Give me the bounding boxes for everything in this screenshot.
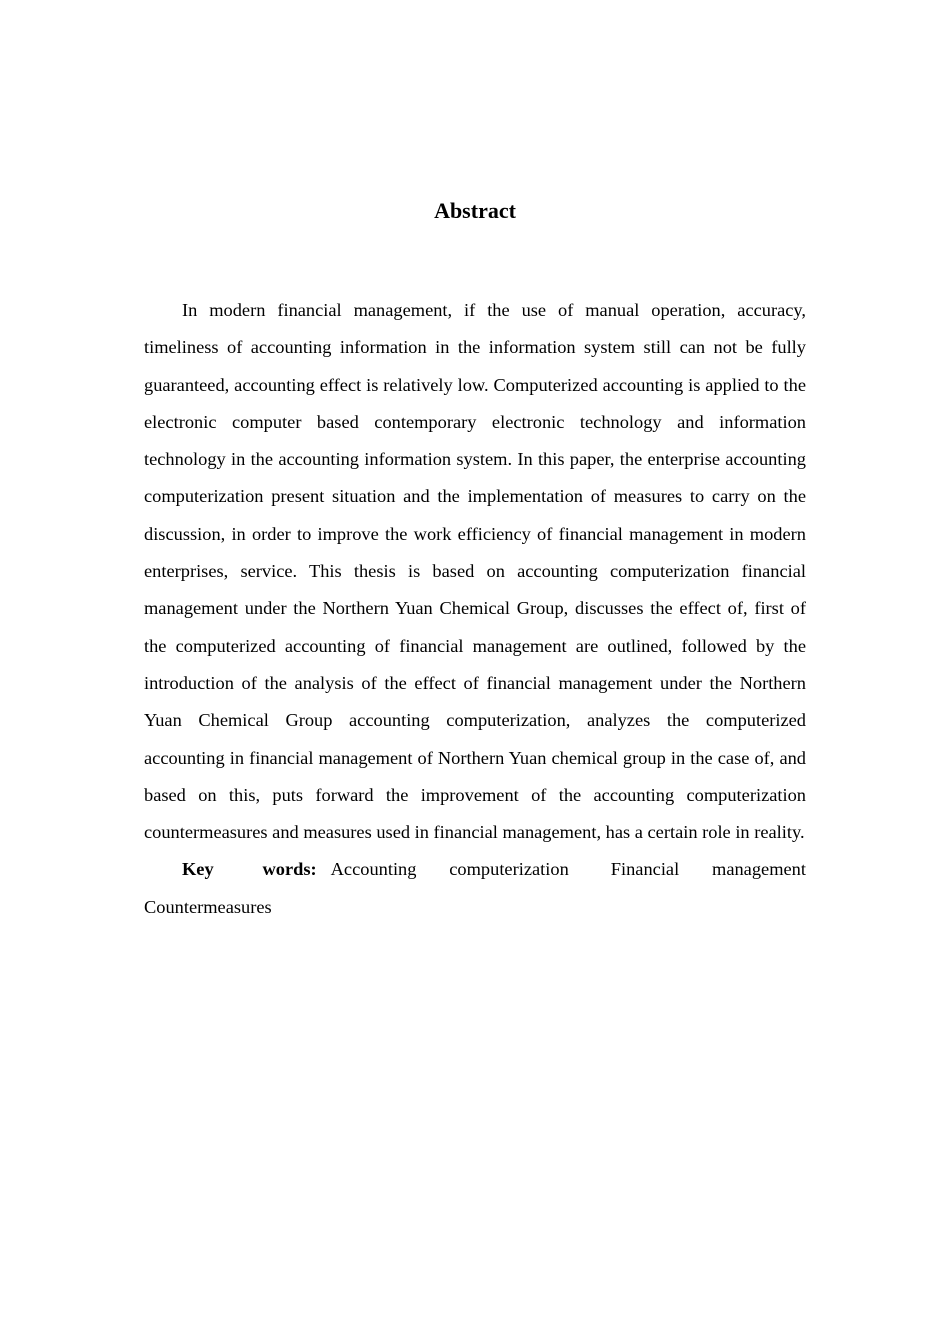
- keywords-line: [144, 851, 806, 926]
- abstract-paragraph: In modern financial management, if the use of manual operation, accuracy, timeliness of accounting information in the information system still can not be fully guaranteed, accounting effect is relatively low. Computerized accounting is applied to the electronic computer based contemporary electronic technology and information technology in the accounting information system. In this paper, the enterprise accounting computerization present situation and the implementation of measures to carry on the discussion, in order to improve the work efficiency of financial management in modern enterprises, service. This thesis is based on accounting computerization financial management under the Northern Yuan Chemical Group, discusses the effect of, first of the computerized accounting of financial management are outlined, followed by the introduction of the analysis of the effect of financial management under the Northern Yuan Chemical Group accounting computerization, analyzes the computerized accounting in financial management of Northern Yuan chemical group in the case of, and based on this, puts forward the improvement of the accounting computerization countermeasures and measures used in financial management, has a certain role in reality.: [144, 300, 806, 843]
- abstract-body: [144, 292, 806, 926]
- keyword-item: Accounting computerization: [330, 859, 569, 880]
- page-title: Abstract: [434, 198, 516, 223]
- keyword-item: Countermeasures: [144, 896, 272, 917]
- keyword-item: Financial management: [610, 859, 806, 880]
- keywords-label: Key words:: [182, 859, 317, 880]
